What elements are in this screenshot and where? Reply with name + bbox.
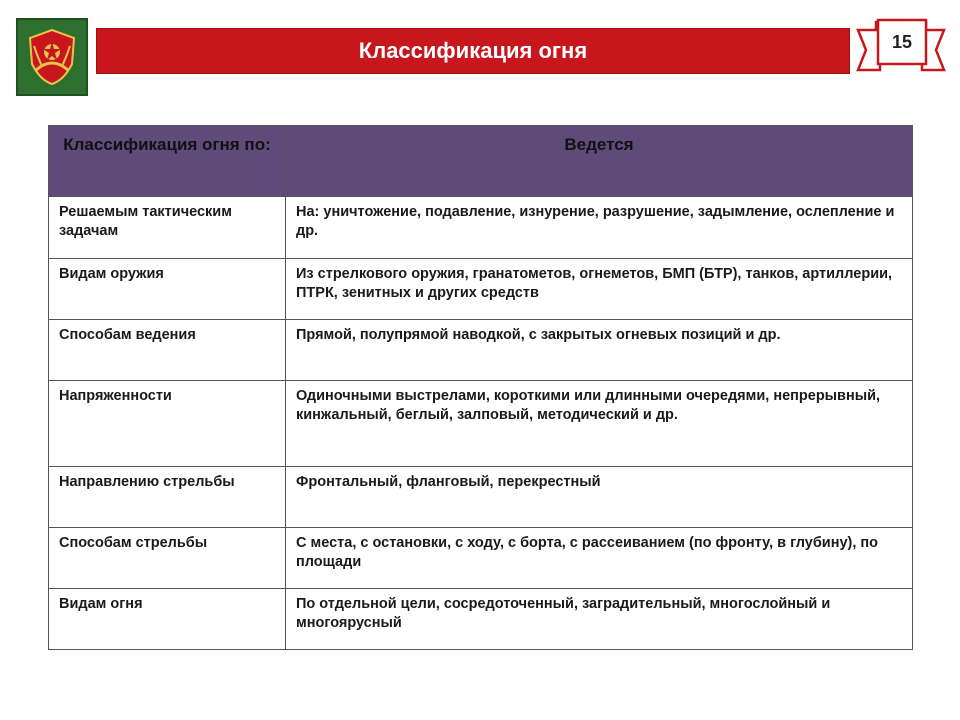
column-header-classification: Классификация огня по: <box>49 126 286 197</box>
row-key: Направлению стрельбы <box>49 467 286 528</box>
row-key: Способам ведения <box>49 320 286 381</box>
row-value: Из стрелкового оружия, гранатометов, огнеметов, БМП (БТР), танков, артиллерии, ПТРК, зенитных и других средств <box>286 259 913 320</box>
table-row <box>49 467 913 528</box>
title-bar <box>96 28 850 74</box>
row-key: Видам оружия <box>49 259 286 320</box>
row-value: Прямой, полупрямой наводкой, с закрытых огневых позиций и др. <box>286 320 913 381</box>
table-row <box>49 528 913 589</box>
row-value: На: уничтожение, подавление, изнурение, разрушение, задымление, ослепление и др. <box>286 197 913 259</box>
table-row <box>49 320 913 381</box>
column-header-conducted: Ведется <box>286 126 913 197</box>
row-key: Видам огня <box>49 589 286 650</box>
table-header-row <box>49 126 913 197</box>
row-key: Решаемым тактическим задачам <box>49 197 286 259</box>
row-value: Фронтальный, фланговый, перекрестный <box>286 467 913 528</box>
military-emblem-icon <box>24 26 80 88</box>
table-row <box>49 197 913 259</box>
emblem <box>16 18 88 96</box>
table-row <box>49 589 913 650</box>
row-value: По отдельной цели, сосредоточенный, заградительный, многослойный и многоярусный <box>286 589 913 650</box>
row-value: С места, с остановки, с ходу, с борта, с рассеиванием (по фронту, в глубину), по площади <box>286 528 913 589</box>
row-key: Способам стрельбы <box>49 528 286 589</box>
row-key: Напряженности <box>49 381 286 467</box>
row-value: Одиночными выстрелами, короткими или длинными очередями, непрерывный, кинжальный, беглый, залповый, методический и др. <box>286 381 913 467</box>
table-row <box>49 381 913 467</box>
classification-table <box>48 125 913 650</box>
slide-title: Классификация огня <box>358 38 588 63</box>
table-row <box>49 259 913 320</box>
page-number: 15 <box>891 32 913 52</box>
